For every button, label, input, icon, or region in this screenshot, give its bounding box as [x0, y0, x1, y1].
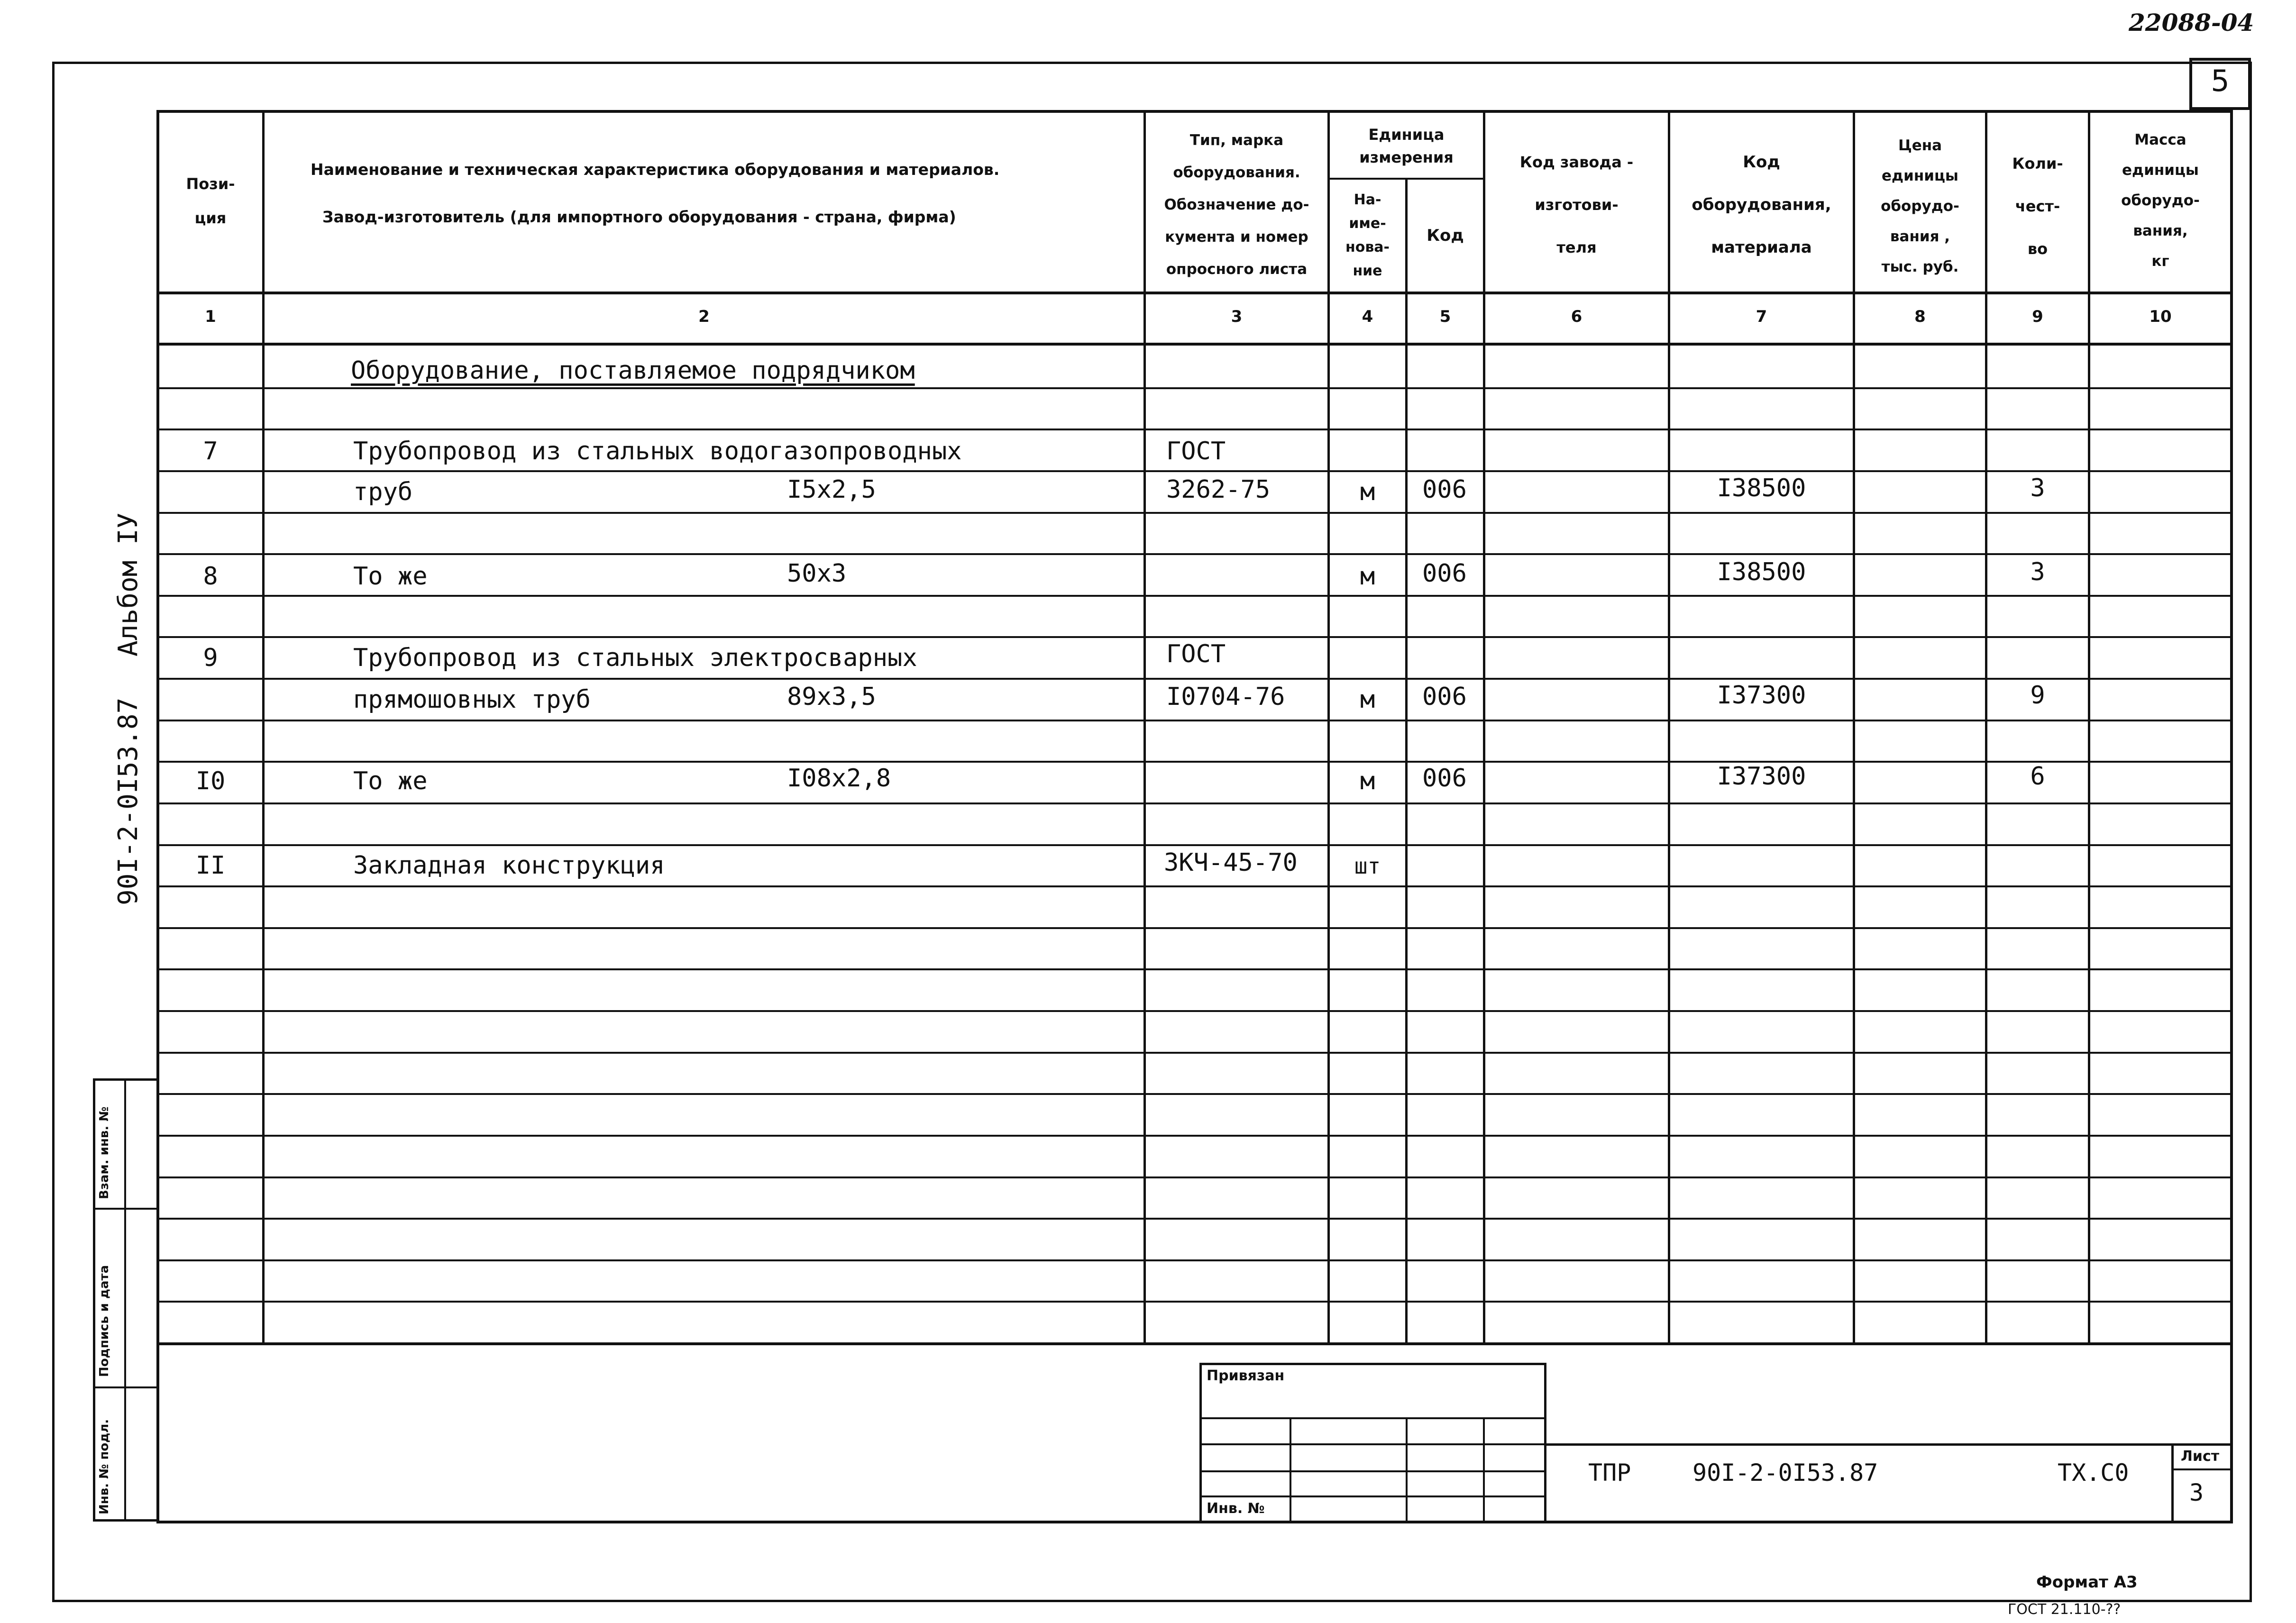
row-line	[156, 720, 2233, 721]
row-10-size: I08x2,8	[787, 764, 891, 793]
side-album: Альбом IУ	[113, 512, 144, 656]
row-8-code: 006	[1422, 559, 1467, 588]
row-line	[156, 636, 2233, 638]
bound-inv-label: Инв. №	[1207, 1500, 1265, 1517]
colnum-8: 8	[1914, 307, 1926, 326]
row-line	[156, 885, 2233, 887]
row-line	[156, 470, 2233, 472]
row-10-unit: м	[1360, 767, 1375, 795]
row-7-position: 7	[203, 437, 218, 465]
row-line	[156, 595, 2233, 597]
top-sheet-number: 5	[2211, 64, 2230, 98]
header-name-line2: Завод-изготовитель (для импортного оборудования - страна, фирма)	[322, 208, 956, 226]
side-project: 90I-2-0I53.87	[113, 697, 144, 905]
header-factory-code: Код завода - изготови- теля	[1519, 153, 1634, 256]
colnum-1: 1	[205, 307, 216, 326]
header-unit: Единица измерения	[1359, 126, 1454, 166]
footer-gost: ГОСТ 21.110-??	[2008, 1601, 2121, 1618]
stamp-mark: ТХ.С0	[2058, 1459, 2129, 1486]
row-line	[156, 927, 2233, 929]
row-9b-name: прямошовных труб	[353, 685, 591, 714]
row-line	[156, 1093, 2233, 1095]
row-11-doc: ЗКЧ-45-70	[1164, 848, 1298, 877]
header-unit-code: Код	[1427, 226, 1464, 245]
row-line	[156, 1259, 2233, 1261]
footer-format: Формат А3	[2036, 1573, 2138, 1592]
header-quantity: Коли- чест- во	[2012, 154, 2063, 258]
row-10-position: I0	[195, 767, 226, 795]
row-10-qty: 6	[2030, 762, 2045, 791]
row-8-unit: м	[1360, 562, 1375, 591]
bound-line-4	[1199, 1495, 1546, 1497]
side-stamp-row1	[93, 1208, 159, 1210]
row-line	[156, 429, 2233, 430]
col-line-6	[1668, 110, 1670, 1345]
col-line-7	[1853, 110, 1855, 1345]
colnum-2: 2	[698, 307, 710, 326]
row-11-unit: шт	[1354, 853, 1381, 879]
colnum-4: 4	[1362, 307, 1373, 326]
row-7b-unit: м	[1360, 478, 1375, 506]
row-9-position: 9	[203, 644, 218, 672]
sheet-label: Лист	[2181, 1448, 2220, 1465]
bound-label: Привязан	[1207, 1368, 1285, 1384]
colnum-6: 6	[1571, 307, 1583, 326]
row-7b-size: I5x2,5	[787, 475, 876, 504]
row-line	[156, 1135, 2233, 1137]
header-bottom-line	[156, 292, 2233, 294]
row-9b-unit: м	[1360, 685, 1375, 714]
unit-split-line	[1327, 178, 1483, 180]
row-9b-qty: 9	[2030, 681, 2045, 710]
header-name-line1: Наименование и техническая характеристика оборудования и материалов.	[311, 160, 1000, 179]
row-line	[156, 1052, 2233, 1054]
row-line	[156, 553, 2233, 555]
row-line	[156, 844, 2233, 846]
row-line	[156, 968, 2233, 970]
col-line-3	[1327, 110, 1330, 1345]
row-10-name: То же	[353, 767, 428, 795]
colnum-9: 9	[2032, 307, 2043, 326]
row-9b-size: 89x3,5	[787, 683, 876, 711]
header-position: Пози- ция	[186, 174, 235, 227]
row-line	[156, 761, 2233, 763]
row-line	[156, 1301, 2233, 1303]
header-price: Цена единицы оборудо- вания , тыс. руб.	[1881, 137, 1959, 275]
bound-vline-3	[1483, 1417, 1485, 1523]
row-7b-name: труб	[353, 478, 413, 506]
row-11-position: II	[195, 851, 226, 880]
corner-code: 22088-04	[2129, 9, 2254, 36]
row-line	[156, 512, 2233, 514]
bound-vline-1	[1290, 1417, 1291, 1523]
row-11-name: Закладная конструкция	[353, 851, 665, 880]
header-type: Тип, марка оборудования. Обозначение до- кумента и номер опросного листа	[1164, 132, 1309, 278]
row-line	[156, 678, 2233, 680]
header-equipment-code: Код оборудования, материала	[1692, 153, 1831, 257]
side-swap-inv: Взам. инв. №	[97, 1106, 111, 1199]
header-mass: Масса единицы оборудо- вания, кг	[2121, 131, 2200, 270]
colnum-3: 3	[1231, 307, 1243, 326]
header-unit-name: На- име- нова- ние	[1345, 191, 1390, 279]
col-line-1	[262, 110, 265, 1345]
row-8-equip: I38500	[1717, 558, 1806, 586]
row-7b-code: 006	[1422, 475, 1467, 504]
row-8-position: 8	[203, 562, 218, 591]
bound-line-1	[1199, 1417, 1546, 1419]
section-title: Оборудование, поставляемое подрядчиком	[351, 356, 915, 385]
table-frame	[156, 110, 2233, 1345]
row-line	[156, 1176, 2233, 1178]
side-stamp-row2	[93, 1386, 159, 1388]
col-line-9	[2088, 110, 2090, 1345]
row-9-doc: ГОСТ	[1166, 640, 1226, 668]
row-7b-doc: 3262-75	[1166, 475, 1271, 504]
colnum-5: 5	[1439, 307, 1451, 326]
col-line-5	[1483, 110, 1485, 1345]
title-block-top	[1546, 1443, 2233, 1446]
row-8-size: 50x3	[787, 559, 847, 588]
sheet-box-split	[2171, 1468, 2233, 1470]
colnum-bottom-line	[156, 343, 2233, 346]
stamp-project: 90I-2-0I53.87	[1692, 1459, 1878, 1486]
row-7b-equip: I38500	[1717, 474, 1806, 502]
side-inv-orig: Инв. № подл.	[97, 1419, 111, 1514]
row-7-doc: ГОСТ	[1166, 437, 1226, 465]
side-sign-date: Подпись и дата	[97, 1265, 111, 1377]
row-line	[156, 802, 2233, 804]
bound-line-2	[1199, 1443, 1546, 1445]
row-8-name: То же	[353, 562, 428, 591]
bound-vline-2	[1406, 1417, 1408, 1523]
side-stamp-split	[124, 1078, 126, 1522]
sheet-number: 3	[2189, 1479, 2204, 1506]
stamp-tpr: ТПР	[1588, 1459, 1631, 1486]
row-7b-qty: 3	[2030, 474, 2045, 502]
col-line-8	[1985, 110, 1987, 1345]
row-9b-code: 006	[1422, 683, 1467, 711]
row-10-code: 006	[1422, 764, 1467, 793]
row-10-equip: I37300	[1717, 762, 1806, 791]
bottom-stamp-frame	[156, 1342, 2233, 1523]
colnum-7: 7	[1756, 307, 1767, 326]
bound-line-3	[1199, 1470, 1546, 1472]
row-9-name: Трубопровод из стальных электросварных	[353, 644, 917, 672]
row-9b-equip: I37300	[1717, 681, 1806, 710]
row-7-name: Трубопровод из стальных водогазопроводных	[353, 437, 962, 465]
col-line-2	[1143, 110, 1146, 1345]
row-8-qty: 3	[2030, 558, 2045, 586]
row-9b-doc: I0704-76	[1166, 683, 1285, 711]
row-line	[156, 1218, 2233, 1220]
row-line	[156, 387, 2233, 389]
row-line	[156, 1010, 2233, 1012]
colnum-10: 10	[2149, 307, 2172, 326]
